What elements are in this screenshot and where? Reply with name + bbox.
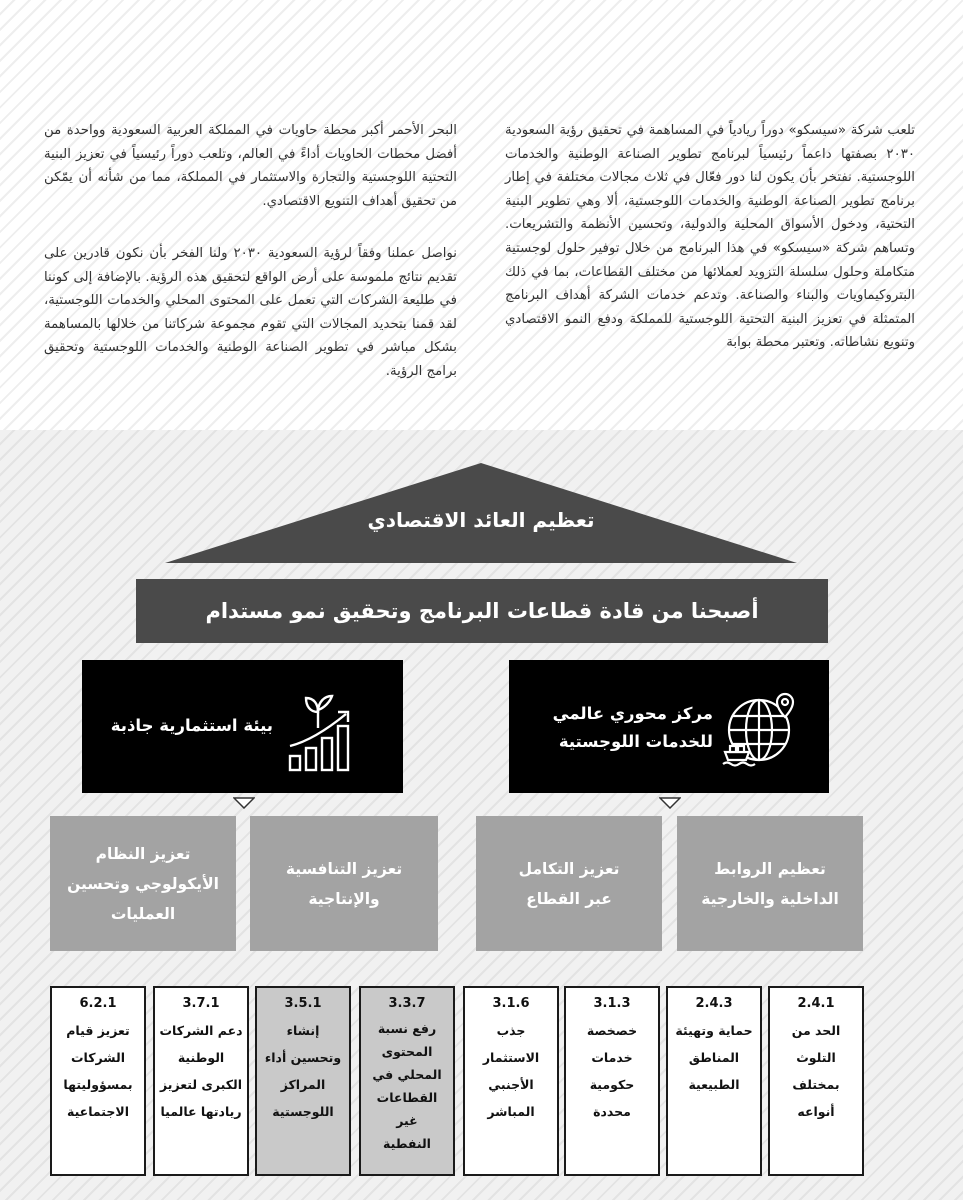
initiative-box-3-3-7 bbox=[359, 986, 455, 1176]
initiative-line: وتحسين أداء bbox=[264, 1050, 342, 1065]
goal-box-line: الداخلية والخارجية bbox=[701, 889, 839, 908]
intro-paragraph-right: تلعب شركة «سيسكو» دوراً ريادياً في المساهمة في تحقيق رؤية السعودية ٢٠٣٠ بصفتها داعماً رئيسياً لبرنامج تطوير الصناعة الوطنية والخدمات اللوجستية. نفتخر بأن يكون لنا دور فعّال في ثلاث مجالات مختلفة في إطار برنامج تطوير الصناعة الوطنية والخدمات اللوجستية، ألا وهي تطوير البنية التحتية، ودخول الأسواق المحلية والدولية، وتحسين الأنظمة والتشريعات. وتساهم شركة «سيسكو» في هذا البرنامج من خلال توفير حلول لوجستية متكاملة وحلول سلسلة التزويد لعملائها من مختلف القطاعات، بما في ذلك البتروكيماويات والبناء والصناعة. وتدعم خدمات الشركة أهداف البرنامج المتمثلة في تعزيز البنية التحتية اللوجستية للمملكة ودفع النمو الاقتصادي وتنويع نشاطاته. وتعتبر محطة بوابة bbox=[505, 123, 915, 351]
initiative-line: المراكز bbox=[280, 1077, 326, 1092]
initiative-line: بمختلف أنواعه bbox=[792, 1077, 840, 1119]
goal-box-line: تعظيم الروابط bbox=[714, 859, 826, 878]
pillar-investment-environment-line1: بيئة استثمارية جاذبة bbox=[110, 716, 273, 735]
initiative-line: الوطنية bbox=[177, 1050, 225, 1065]
initiative-line: القطاعات غير bbox=[376, 1090, 438, 1128]
roof-title: تعظيم العائد الاقتصادي bbox=[367, 508, 595, 532]
initiative-text bbox=[668, 1017, 760, 1098]
pillar-logistics-hub-text bbox=[513, 700, 713, 756]
initiative-line: ريادتها عالميا bbox=[160, 1104, 242, 1119]
initiative-code: 3.1.3 bbox=[593, 996, 631, 1011]
connector-arrow-right bbox=[659, 797, 681, 809]
initiative-code: 3.5.1 bbox=[284, 996, 322, 1011]
initiative-line: الاجتماعية bbox=[67, 1104, 129, 1119]
intro-paragraph-left-1: البحر الأحمر أكبر محطة حاويات في المملكة العربية السعودية وواحدة من أفضل محطات الحاويات أداءً في العالم، وتلعب دوراً رئيسياً في تعزيز البنية التحتية اللوجستية والتجارة والاستثمار في المملكة، مما من شأنه أن يمّكن من تحقيق أهداف التنويع الاقتصادي. bbox=[44, 123, 457, 209]
goal-box-ecosystem bbox=[50, 816, 236, 951]
pillar-logistics-hub-line2: للخدمات اللوجستية bbox=[558, 732, 713, 751]
growth-chart-plant-icon bbox=[284, 692, 360, 774]
initiative-code: 3.7.1 bbox=[182, 996, 220, 1011]
initiative-line: الطبيعية bbox=[688, 1077, 740, 1092]
initiative-line: تعزيز قيام bbox=[66, 1023, 130, 1038]
goal-box-line: تعزيز التنافسية bbox=[285, 859, 403, 878]
pillar-logistics-hub bbox=[509, 660, 829, 793]
initiative-line: خصخصة bbox=[586, 1023, 638, 1038]
initiative-line: دعم الشركات bbox=[159, 1023, 243, 1038]
initiative-text bbox=[770, 1017, 862, 1125]
initiative-line: إنشاء bbox=[286, 1023, 320, 1038]
initiative-line: المحتوى bbox=[381, 1044, 433, 1059]
initiative-line: اللوجستية bbox=[272, 1104, 334, 1119]
pillar-logistics-hub-line1: مركز محوري عالمي bbox=[552, 704, 713, 723]
globe-location-ship-icon bbox=[719, 690, 805, 774]
initiative-line: الاستثمار bbox=[482, 1050, 540, 1065]
initiative-box-3-7-1 bbox=[153, 986, 249, 1176]
goal-box-line: الأيكولوجي وتحسين bbox=[67, 874, 219, 893]
initiative-line: الشركات bbox=[71, 1050, 125, 1065]
initiative-code: 6.2.1 bbox=[79, 996, 117, 1011]
goal-box-line: تعزيز التكامل bbox=[518, 859, 620, 878]
initiative-line: رفع نسبة bbox=[377, 1021, 437, 1036]
goal-box-line: عبر القطاع bbox=[526, 889, 612, 908]
initiative-code: 3.3.7 bbox=[388, 996, 426, 1011]
initiative-line: الكبرى لتعزيز bbox=[159, 1077, 243, 1092]
initiative-box-3-5-1 bbox=[255, 986, 351, 1176]
initiative-code: 2.4.3 bbox=[695, 996, 733, 1011]
initiative-text bbox=[257, 1017, 349, 1125]
goal-box-competitiveness bbox=[250, 816, 438, 951]
initiative-text bbox=[52, 1017, 144, 1125]
initiative-box-3-1-3 bbox=[564, 986, 660, 1176]
goal-box-sector-integration bbox=[476, 816, 662, 951]
initiative-line: النفطية bbox=[383, 1136, 431, 1151]
initiative-line: جذب bbox=[496, 1023, 526, 1038]
initiative-line: خدمات bbox=[591, 1050, 633, 1065]
initiative-text bbox=[566, 1017, 658, 1125]
initiative-line: الحد من التلوث bbox=[791, 1023, 841, 1065]
initiative-box-2-4-1 bbox=[768, 986, 864, 1176]
initiative-line: حماية وتهيئة bbox=[675, 1023, 753, 1038]
vision-band bbox=[136, 579, 828, 643]
initiative-line: محددة bbox=[593, 1104, 631, 1119]
initiative-line: المباشر bbox=[487, 1104, 535, 1119]
initiative-text bbox=[465, 1017, 557, 1125]
initiative-code: 3.1.6 bbox=[492, 996, 530, 1011]
initiative-box-2-4-3 bbox=[666, 986, 762, 1176]
initiative-box-3-1-6 bbox=[463, 986, 559, 1176]
initiative-line: المناطق bbox=[688, 1050, 740, 1065]
initiative-line: الأجنبي bbox=[488, 1077, 534, 1092]
initiative-line: بمسؤوليتها bbox=[63, 1077, 133, 1092]
goal-box-line: والإنتاجية bbox=[308, 889, 380, 908]
initiative-box-6-2-1 bbox=[50, 986, 146, 1176]
pillar-investment-environment-text bbox=[73, 712, 273, 740]
goal-box-line: تعزيز النظام bbox=[95, 844, 191, 863]
goal-box-line: العمليات bbox=[110, 904, 176, 923]
connector-arrow-left bbox=[233, 797, 255, 809]
initiative-text bbox=[155, 1017, 247, 1125]
vision-band-text: أصبحنا من قادة قطاعات البرنامج وتحقيق نمو مستدام bbox=[205, 599, 759, 623]
initiative-line: المحلي في bbox=[372, 1067, 442, 1082]
initiative-code: 2.4.1 bbox=[797, 996, 835, 1011]
intro-paragraph-left-2: نواصل عملنا وفقاً لرؤية السعودية ٢٠٣٠ ولنا الفخر بأن نكون قادرين على تقديم نتائج ملموسة على أرض الواقع لتحقيق هذه الرؤية. بالإضافة إلى كوننا في طليعة الشركات التي تعمل على المحتوى المحلي والخدمات اللوجستية، لقد قمنا بتحديد المجالات التي تقوم مجموعة شركاتنا من خلالها بالمساهمة بشكل مباشر في تطوير الصناعة الوطنية والخدمات اللوجستية وتحقيق برامج الرؤية. bbox=[44, 246, 457, 379]
initiative-text bbox=[361, 1017, 453, 1155]
initiative-line: حكومية bbox=[589, 1077, 635, 1092]
goal-box-internal-external-links bbox=[677, 816, 863, 951]
pillar-investment-environment bbox=[82, 660, 403, 793]
